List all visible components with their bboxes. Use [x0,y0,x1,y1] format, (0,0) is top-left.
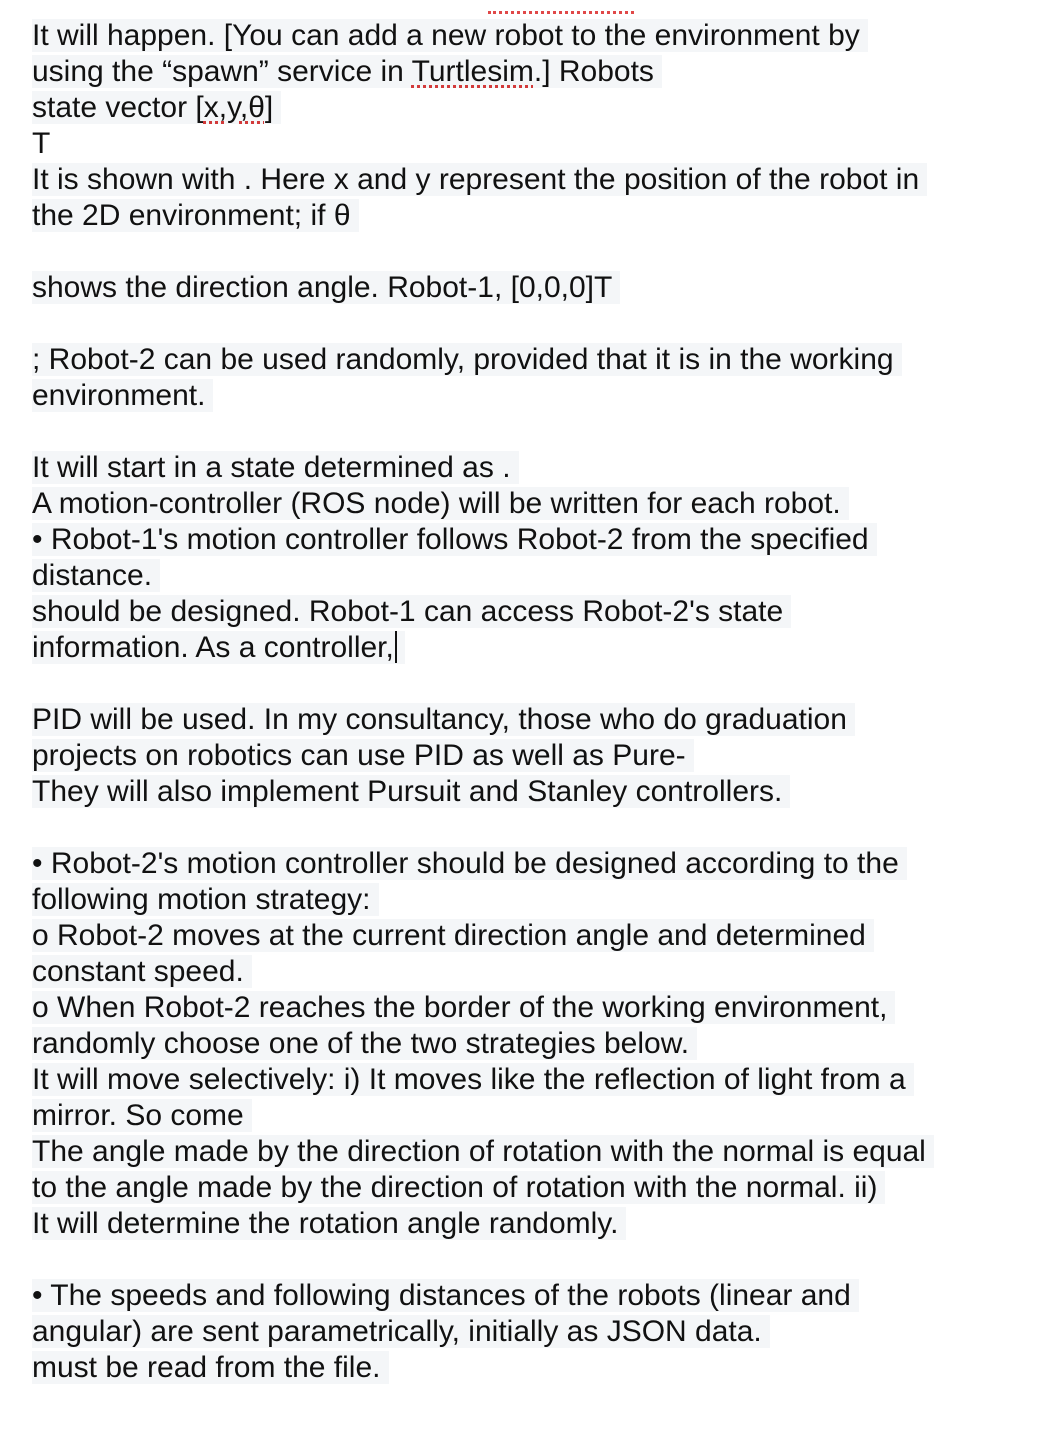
text-segment: ] [264,91,274,124]
misspelled-word[interactable]: Turtlesim [411,55,534,88]
text-segment: .] Robots [533,55,654,88]
text-line-3 [32,90,1022,126]
text-line-28: o When Robot-2 reaches the border of the working environment, [32,990,1022,1026]
text-line-22: They will also implement Pursuit and Stanley controllers. [32,774,1022,810]
misspelled-word[interactable]: x,y,θ [203,91,265,124]
text-line-8: shows the direction angle. Robot-1, [0,0,0]T [32,270,1022,306]
document-body[interactable] [32,18,1022,1386]
blank-line [32,414,1022,450]
blank-line [32,666,1022,702]
text-line-18 [32,630,1022,666]
text-line-29: randomly choose one of the two strategies below. [32,1026,1022,1062]
text-line-5: It is shown with . Here x and y represent the position of the robot in [32,162,1022,198]
text-line-20: PID will be used. In my consultancy, those who do graduation [32,702,1022,738]
text-line-27: constant speed. [32,954,1022,990]
text-line-33: to the angle made by the direction of rotation with the normal. ii) [32,1170,1022,1206]
text-line-34: It will determine the rotation angle randomly. [32,1206,1022,1242]
text-line-30: It will move selectively: i) It moves like the reflection of light from a [32,1062,1022,1098]
text-line-31: mirror. So come [32,1098,1022,1134]
text-segment: state vector [ [32,91,204,124]
text-line-25: following motion strategy: [32,882,1022,918]
text-line-13: It will start in a state determined as . [32,450,1022,486]
text-line-21: projects on robotics can use PID as well as Pure- [32,738,1022,774]
text-line-1: It will happen. [You can add a new robot to the environment by [32,18,1022,54]
text-line-14: A motion-controller (ROS node) will be written for each robot. [32,486,1022,522]
text-line-38: must be read from the file. [32,1350,1022,1386]
text-line-11: environment. [32,378,1022,414]
blank-line [32,306,1022,342]
text-line-32: The angle made by the direction of rotation with the normal is equal [32,1134,1022,1170]
spellcheck-underline-mark [488,11,634,14]
text-segment: using the “spawn” service in [32,55,412,88]
text-line-15: • Robot-1's motion controller follows Robot-2 from the specified [32,522,1022,558]
blank-line [32,1242,1022,1278]
text-line-2 [32,54,1022,90]
text-line-24: • Robot-2's motion controller should be designed according to the [32,846,1022,882]
text-line-4: T [32,127,51,160]
blank-line [32,234,1022,270]
text-line-6: the 2D environment; if θ [32,198,1022,234]
text-line-26: o Robot-2 moves at the current direction angle and determined [32,918,1022,954]
text-cursor [395,631,397,663]
text-line-16: distance. [32,558,1022,594]
blank-line [32,810,1022,846]
text-line-37: angular) are sent parametrically, initially as JSON data. [32,1314,1022,1350]
text-line-10: ; Robot-2 can be used randomly, provided that it is in the working [32,342,1022,378]
text-line-17: should be designed. Robot-1 can access Robot-2's state [32,594,1022,630]
text-segment: information. As a controller, [32,631,394,664]
text-line-36: • The speeds and following distances of the robots (linear and [32,1278,1022,1314]
